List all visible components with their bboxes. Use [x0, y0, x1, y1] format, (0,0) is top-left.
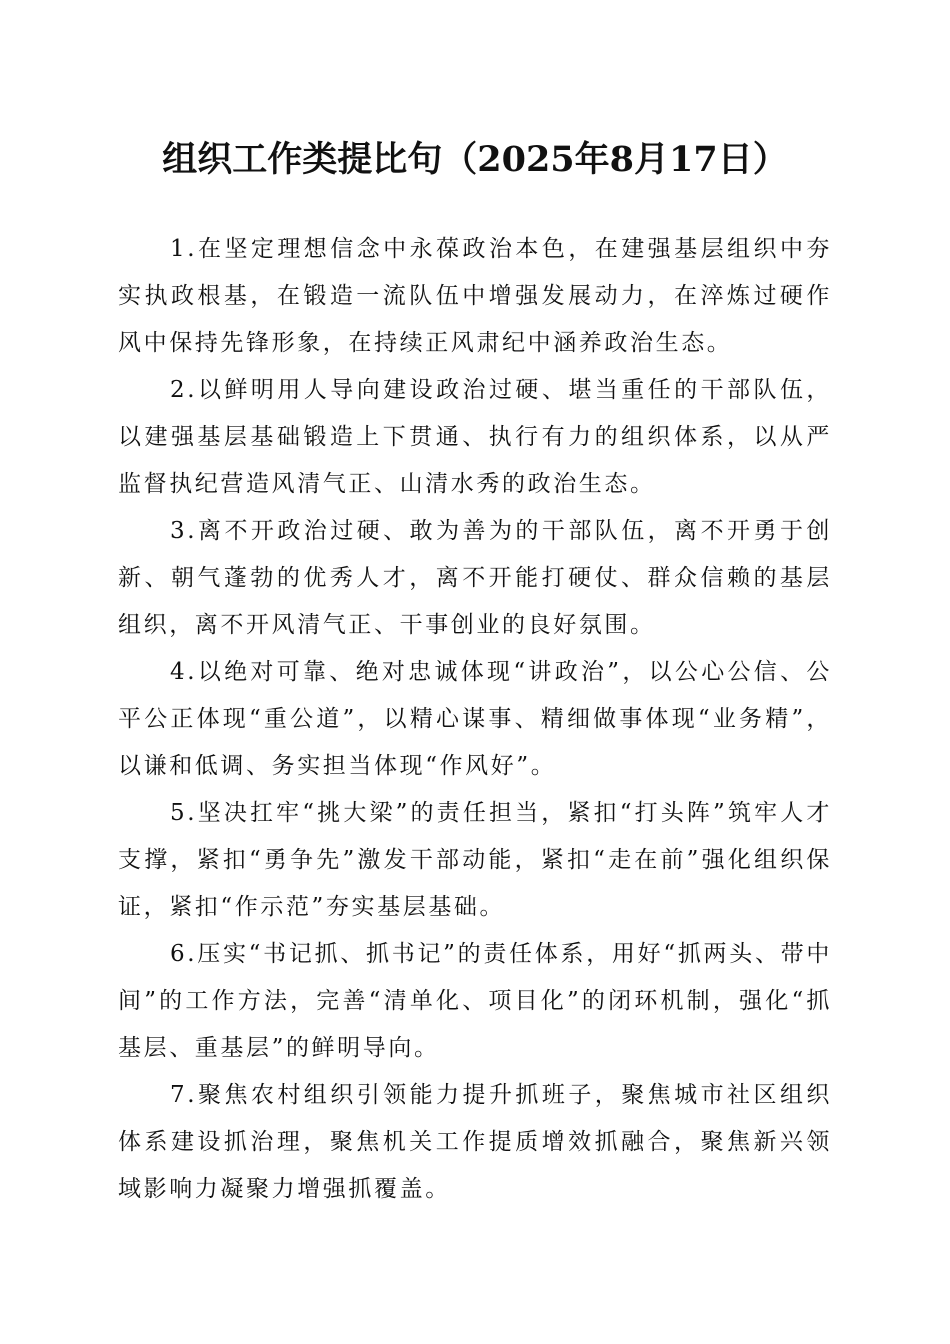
paragraph-1: 1.在坚定理想信念中永葆政治本色，在建强基层组织中夯实执政根基，在锻造一流队伍中增强发展动力，在淬炼过硬作风中保持先锋形象，在持续正风肃纪中涵养政治生态。: [118, 236, 832, 356]
paragraph-2: 2.以鲜明用人导向建设政治过硬、堪当重任的干部队伍，以建强基层基础锻造上下贯通、执行有力的组织体系，以从严监督执纪营造风清气正、山清水秀的政治生态。: [118, 377, 832, 497]
paragraph-4: 4.以绝对可靠、绝对忠诚体现“讲政治”，以公心公信、公平公正体现“重公道”，以精心谋事、精细做事体现“业务精”，以谦和低调、务实担当体现“作风好”。: [118, 659, 832, 779]
paragraph-7: 7.聚焦农村组织引领能力提升抓班子，聚焦城市社区组织体系建设抓治理，聚焦机关工作提质增效抓融合，聚焦新兴领域影响力凝聚力增强抓覆盖。: [118, 1082, 832, 1202]
document-title: 组织工作类提比句（2025年8月17日）: [162, 139, 788, 180]
paragraph-6: 6.压实“书记抓、抓书记”的责任体系，用好“抓两头、带中间”的工作方法，完善“清单化、项目化”的闭环机制，强化“抓基层、重基层”的鲜明导向。: [118, 941, 832, 1061]
paragraph-3: 3.离不开政治过硬、敢为善为的干部队伍，离不开勇于创新、朝气蓬勃的优秀人才，离不开能打硬仗、群众信赖的基层组织，离不开风清气正、干事创业的良好氛围。: [118, 518, 832, 638]
document-body: [118, 226, 832, 1213]
paragraph-5: 5.坚决扛牢“挑大梁”的责任担当，紧扣“打头阵”筑牢人才支撑，紧扣“勇争先”激发干部动能，紧扣“走在前”强化组织保证，紧扣“作示范”夯实基层基础。: [118, 800, 832, 920]
